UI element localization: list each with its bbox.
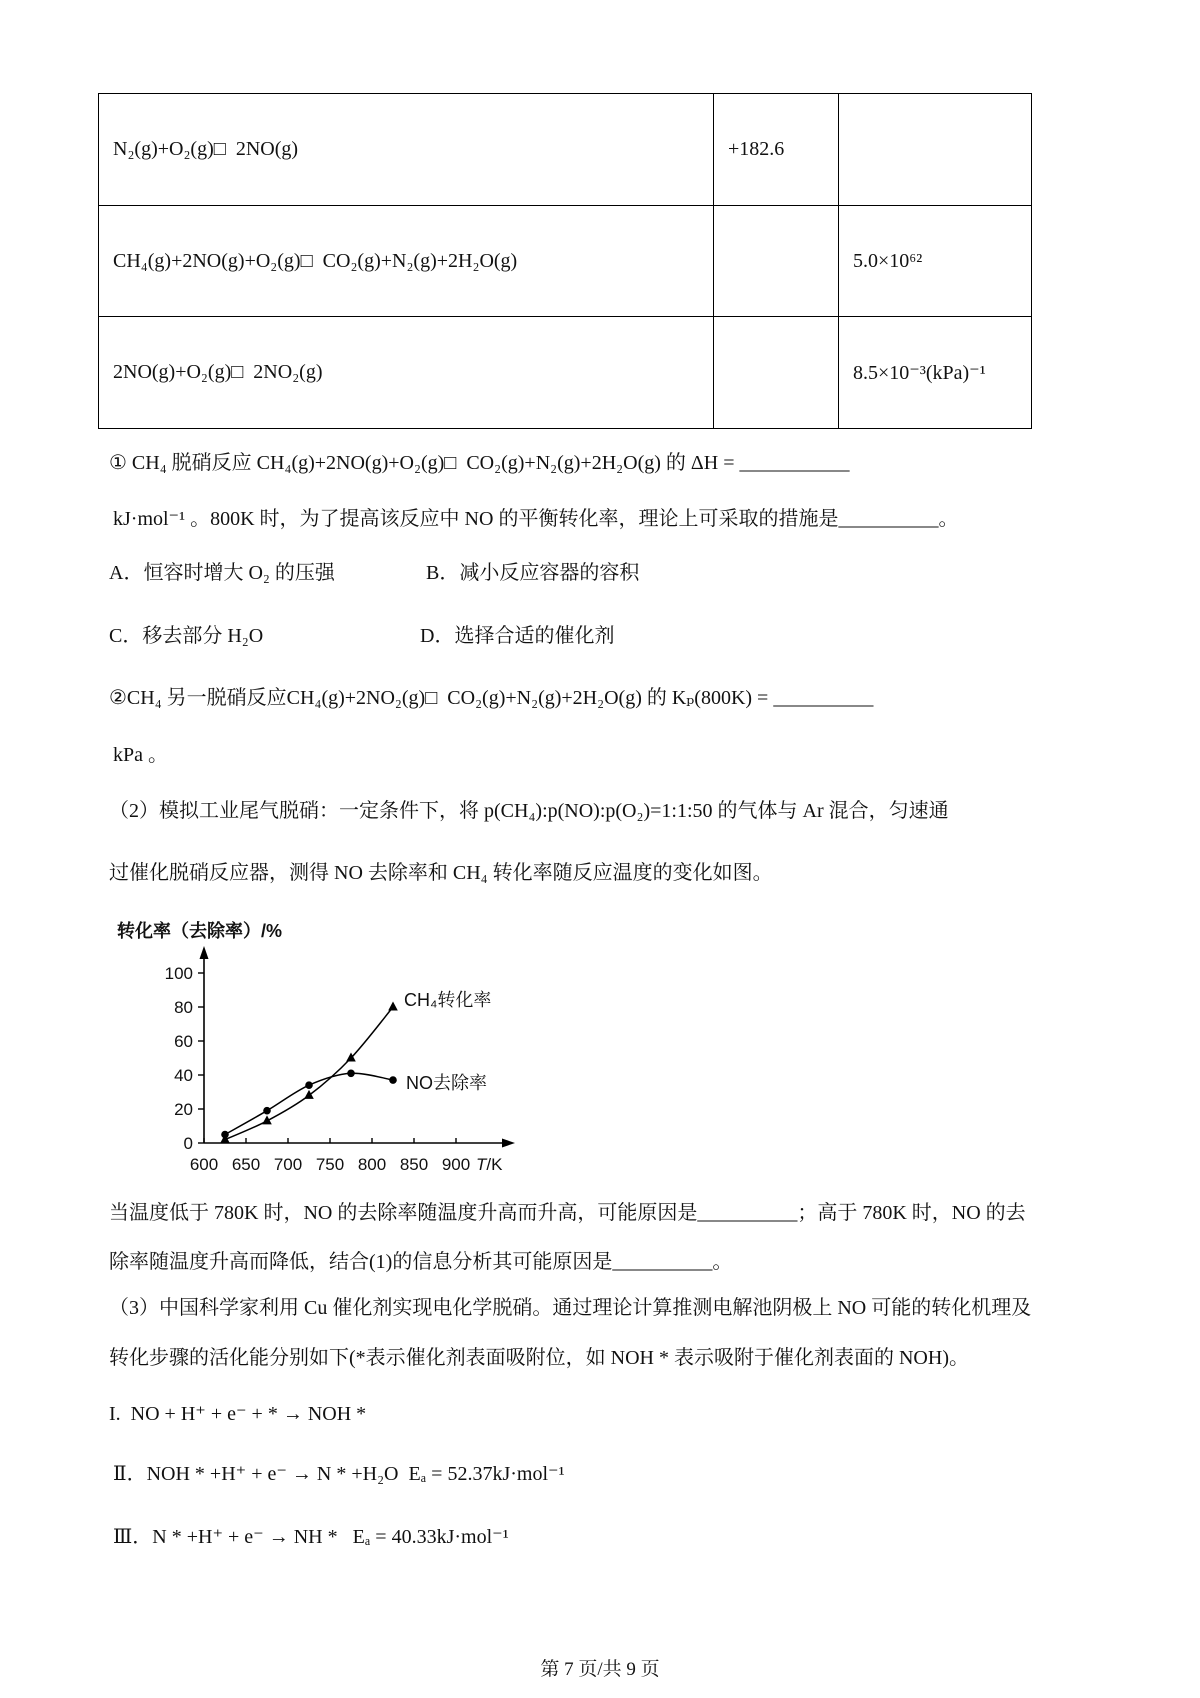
x-axis-title-variable: T (476, 1155, 487, 1174)
series-1-point (389, 1076, 397, 1084)
y-tick-label: 40 (174, 1066, 193, 1085)
x-tick-label: 800 (357, 1155, 387, 1174)
x-tick-label: 700 (273, 1155, 303, 1174)
x-axis-title (476, 1155, 503, 1174)
mechanism-step-3: Ⅲ．N * +H⁺ + e⁻ → NH * Eₐ = 40.33kJ·mol⁻¹ (113, 1526, 509, 1548)
enthalpy-cell: +182.6 (714, 94, 839, 206)
series-0-point (388, 1002, 398, 1011)
x-tick-label: 600 (189, 1155, 219, 1174)
series-1-point (347, 1070, 355, 1078)
question-1-1-line-1: ① CH₄ 脱硝反应 CH₄(g)+2NO(g)+O₂(g)□ CO₂(g)+N₂(g)+2H₂O(g) 的 ΔH = ___________ (109, 452, 850, 474)
option-b: B．减小反应容器的容积 (426, 562, 640, 584)
question-3-intro-line-1: （3）中国科学家利用 Cu 催化剂实现电化学脱硝。通过理论计算推测电解池阴极上 NO 可能的转化机理及 (109, 1297, 1032, 1319)
mechanism-step-2: Ⅱ．NOH * +H⁺ + e⁻ → N * +H₂O Eₐ = 52.37kJ·mol⁻¹ (113, 1463, 565, 1485)
x-tick-label: 650 (231, 1155, 261, 1174)
question-1-2-line-1: ②CH₄ 另一脱硝反应CH₄(g)+2NO₂(g)□ CO₂(g)+N₂(g)+2H₂O(g) 的 Kₚ(800K) = __________ (109, 687, 874, 709)
question-2-intro-line-1: （2）模拟工业尾气脱硝：一定条件下，将 p(CH₄):p(NO):p(O₂)=1:1:50 的气体与 Ar 混合，匀速通 (109, 800, 949, 822)
x-tick-label: 900 (441, 1155, 471, 1174)
question-1-2-line-2: kPa 。 (113, 744, 168, 766)
option-c: C．移去部分 H₂O (109, 625, 264, 647)
page-number: 第 7 页/共 9 页 (540, 1659, 660, 1680)
reaction-cell: N₂(g)+O₂(g)□ 2NO(g) (99, 94, 714, 206)
question-3-intro-line-2: 转化步骤的活化能分别如下(*表示催化剂表面吸附位，如 NOH * 表示吸附于催化剂表面的 NOH)。 (109, 1347, 969, 1369)
y-axis-title: 转化率（去除率）/% (117, 921, 283, 941)
table-row (99, 206, 1032, 317)
x-tick-label: 850 (399, 1155, 429, 1174)
y-tick-label: 100 (164, 964, 193, 983)
series-1-point (221, 1131, 229, 1139)
y-axis-arrow (200, 946, 209, 959)
question-2-line-2: 除率随温度升高而降低，结合(1)的信息分析其可能原因是__________。 (109, 1251, 733, 1273)
option-d: D．选择合适的催化剂 (420, 625, 615, 647)
equilibrium-constant-cell (839, 94, 1032, 206)
y-tick-label: 20 (174, 1100, 193, 1119)
enthalpy-cell (714, 206, 839, 317)
question-1-1-line-2: kJ·mol⁻¹ 。800K 时，为了提高该反应中 NO 的平衡转化率，理论上可采取的措施是__________。 (113, 508, 959, 530)
x-axis-arrow (502, 1139, 515, 1148)
series-0-point (304, 1090, 314, 1099)
reaction-data-table (98, 93, 1032, 429)
x-axis-title-unit: /K (486, 1155, 503, 1174)
series-1-point (263, 1107, 271, 1115)
enthalpy-cell (714, 317, 839, 429)
equilibrium-constant-cell: 8.5×10⁻³(kPa)⁻¹ (839, 317, 1032, 429)
question-2-line-1: 当温度低于 780K 时，NO 的去除率随温度升高而升高，可能原因是__________；高于 780K 时，NO 的去 (109, 1202, 1026, 1224)
conversion-rate-chart (104, 914, 534, 1184)
x-tick-label: 750 (315, 1155, 345, 1174)
reaction-cell: CH₄(g)+2NO(g)+O₂(g)□ CO₂(g)+N₂(g)+2H₂O(g) (99, 206, 714, 317)
table-row (99, 317, 1032, 429)
y-tick-label: 60 (174, 1032, 193, 1051)
y-tick-label: 0 (183, 1134, 193, 1153)
series-1-point (305, 1081, 313, 1089)
series-0-label: CH₄转化率 (404, 990, 492, 1010)
reaction-cell: 2NO(g)+O₂(g)□ 2NO₂(g) (99, 317, 714, 429)
table-row (99, 94, 1032, 206)
equilibrium-constant-cell: 5.0×10⁶² (839, 206, 1032, 317)
mechanism-step-1: I. NO + H⁺ + e⁻ + * → NOH * (109, 1403, 367, 1425)
question-2-intro-line-2: 过催化脱硝反应器，测得 NO 去除率和 CH₄ 转化率随反应温度的变化如图。 (109, 862, 773, 884)
y-tick-label: 80 (174, 998, 193, 1017)
option-a: A．恒容时增大 O₂ 的压强 (109, 562, 335, 584)
series-1-label: NO去除率 (406, 1073, 487, 1094)
